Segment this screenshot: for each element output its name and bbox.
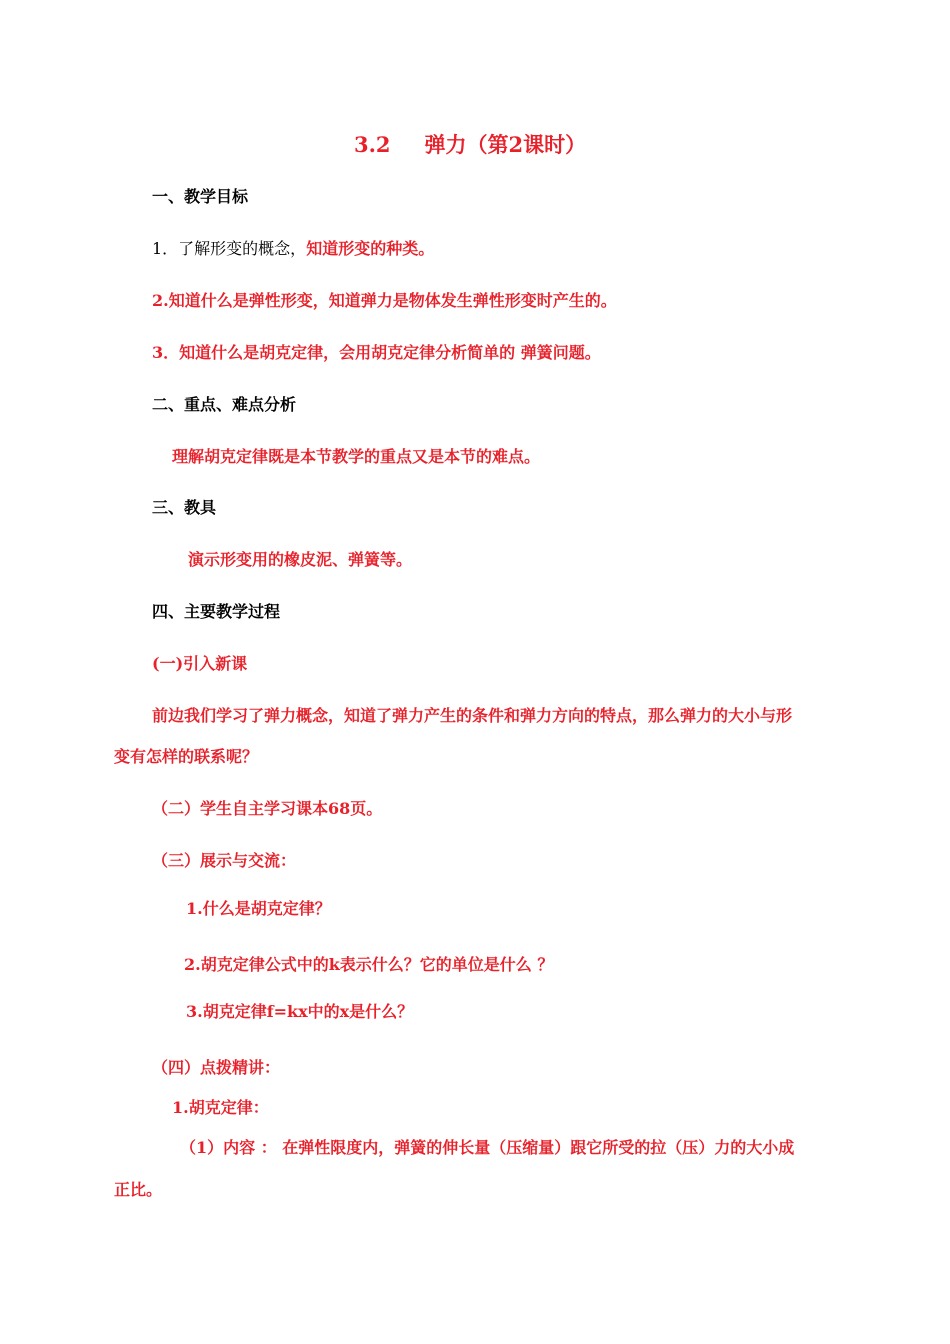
content-line-1: （1）内容 ： 在弹性限度内，弹簧的伸长量（压缩量）跟它所受的拉（压）力的大小成 xyxy=(180,1138,795,1157)
show-heading: （三）展示与交流： xyxy=(152,851,297,870)
hooke-heading: 1.胡克定律： xyxy=(172,1098,269,1117)
goal-3: 3．知道什么是胡克定律，会用胡克定律分析简单的 弹簧问题。 xyxy=(152,343,601,362)
content-line-2: 正比。 xyxy=(114,1180,163,1199)
goal-2: 2.知道什么是弹性形变，知道弹力是物体发生弹性形变时产生的。 xyxy=(152,291,617,310)
goal-1 xyxy=(152,239,434,259)
intro-line-1: 前边我们学习了弹力概念，知道了弹力产生的条件和弹力方向的特点，那么弹力的大小与形 xyxy=(152,706,793,725)
intro-line-2: 变有怎样的联系呢？ xyxy=(114,747,259,766)
section-heading-tools: 三、教具 xyxy=(152,498,217,517)
title-number: 3.2 xyxy=(354,132,391,157)
intro-heading: (一)引入新课 xyxy=(152,654,248,673)
goal-1-highlight: 知道形变的种类。 xyxy=(306,239,435,258)
section-heading-process: 四、主要教学过程 xyxy=(152,602,281,621)
section-heading-goals: 一、教学目标 xyxy=(152,187,249,206)
key-points-body: 理解胡克定律既是本节教学的重点又是本节的难点。 xyxy=(172,447,541,466)
question-2: 2.胡克定律公式中的k表示什么？它的单位是什么 ？ xyxy=(184,955,554,974)
section-heading-key-points: 二、重点、难点分析 xyxy=(152,395,297,414)
self-study: （二）学生自主学习课本68页。 xyxy=(152,799,383,818)
question-1: 1.什么是胡克定律？ xyxy=(186,899,331,918)
tools-body: 演示形变用的橡皮泥、弹簧等。 xyxy=(188,550,413,569)
explain-heading: （四）点拨精讲： xyxy=(152,1058,281,1077)
title-text: 弹力（第2课时） xyxy=(424,132,587,157)
page-title xyxy=(354,132,586,158)
question-3: 3.胡克定律f=kx中的x是什么？ xyxy=(186,1002,414,1021)
goal-1-plain: 1．了解形变的概念， xyxy=(152,239,307,258)
